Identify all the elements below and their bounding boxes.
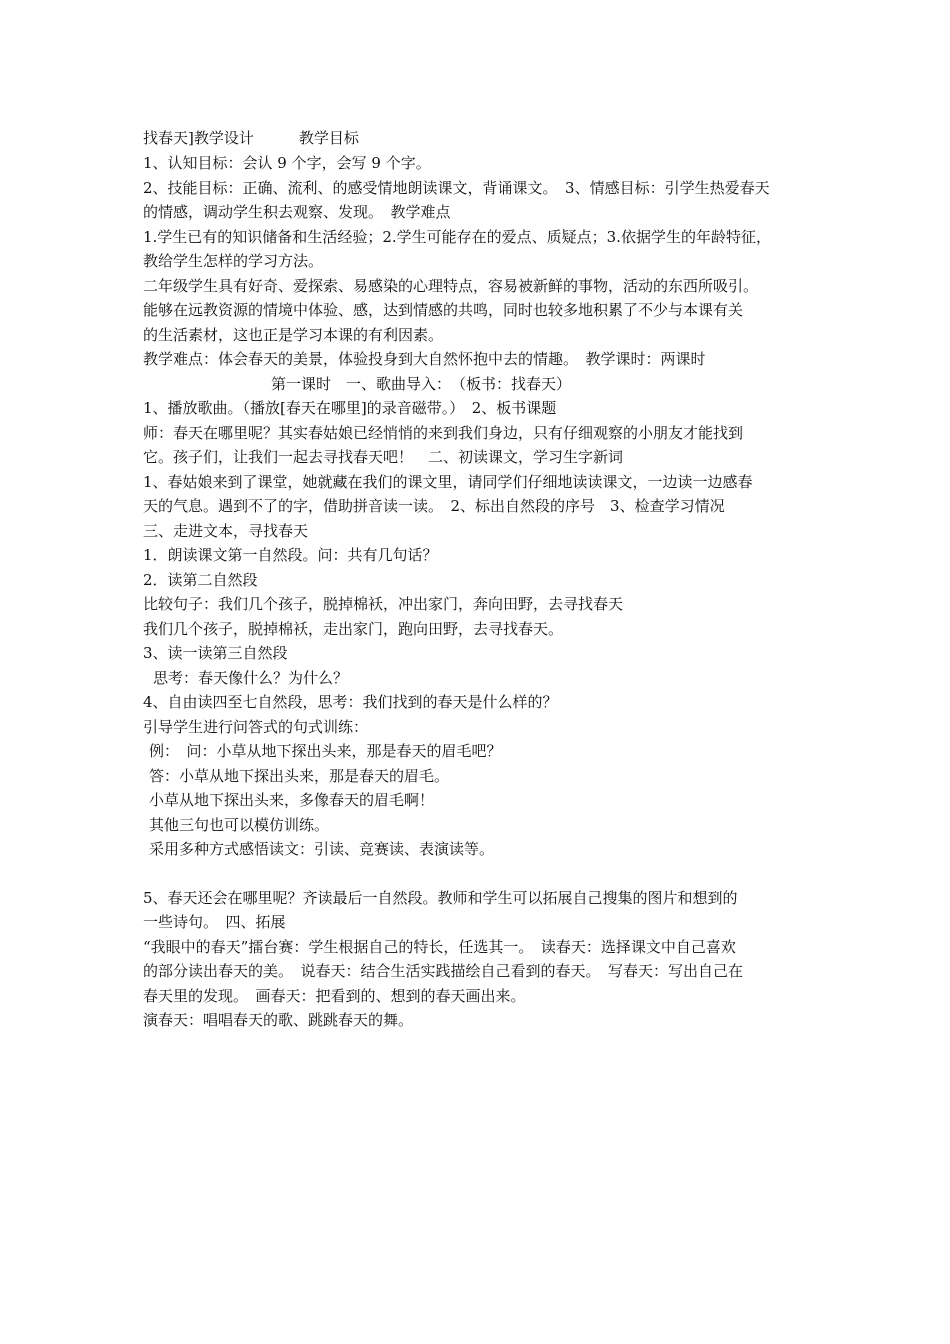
difficulty-points-cont: 教给学生怎样的学习方法。 bbox=[143, 252, 324, 270]
first-reading-2: 天的气息。遇到不了的字，借助拼音读一读。 2、标出自然段的序号 3、检查学习情况 bbox=[143, 497, 725, 515]
item-last-paragraph-2: 一些诗句。 四、拓展 bbox=[143, 913, 286, 931]
goal-emotion-cont: 的情感，调动学生积去观察、发现。 教学难点 bbox=[143, 203, 451, 221]
example-exclaim: 小草从地下探出头来，多像春天的眉毛啊！ bbox=[149, 791, 435, 809]
extension-perform: 演春天：唱唱春天的歌、跳跳春天的舞。 bbox=[143, 1011, 414, 1029]
item-last-paragraph: 5、春天还会在哪里呢？齐读最后一自然段。教师和学生可以拓展自己搜集的图片和想到的 bbox=[143, 889, 738, 907]
guide-qa-training: 引导学生进行问答式的句式训练： bbox=[143, 718, 369, 736]
item-read-para-three: 3、读一读第三自然段 bbox=[143, 644, 288, 662]
item-read-para-one: 1．朗读课文第一自然段。问：共有几句话？ bbox=[143, 546, 438, 564]
goal-skill: 2、技能目标：正确、流利、的感受情地朗读课文，背诵课文。 3、情感目标：引学生热爱春天 bbox=[143, 179, 770, 197]
item-read-para-four-seven: 4、自由读四至七自然段，思考：我们找到的春天是什么样的？ bbox=[143, 693, 558, 711]
difficulty-points: 1.学生已有的知识储备和生活经验；2.学生可能存在的爱点、质疑点；3.依据学生的年龄特征， bbox=[143, 228, 771, 246]
extension-contest-3: 春天里的发现。 画春天：把看到的、想到的春天画出来。 bbox=[143, 987, 526, 1005]
extension-contest-2: 的部分读出春天的美。 说春天：结合生活实践描绘自己看到的春天。 写春天：写出自己在 bbox=[143, 962, 744, 980]
goal-cognitive: 1、认知目标：会认 9 个字，会写 9 个字。 bbox=[143, 154, 431, 172]
example-question: 例： 问：小草从地下探出头来，那是春天的眉毛吧？ bbox=[149, 742, 502, 760]
compare-sentence-b: 我们几个孩子，脱掉棉袄，走出家门，跑向田野，去寻找春天。 bbox=[143, 620, 564, 638]
example-answer: 答：小草从地下探出头来，那是春天的眉毛。 bbox=[149, 767, 450, 785]
item-read-para-two: 2．读第二自然段 bbox=[143, 571, 258, 589]
teacher-speech-2: 它。孩子们，让我们一起去寻找春天吧！ 二、初读课文，学习生字新词 bbox=[143, 448, 624, 466]
lesson-one-heading: 第一课时 一、歌曲导入： （板书：找春天） bbox=[271, 375, 572, 393]
section-three-heading: 三、走进文本，寻找春天 bbox=[143, 522, 309, 540]
teacher-speech: 师：春天在哪里呢？其实春姑娘已经悄悄的来到我们身边，只有仔细观察的小朋友才能找到 bbox=[143, 424, 744, 442]
student-analysis: 二年级学生具有好奇、爱探索、易感染的心理特点，容易被新鲜的事物，活动的东西所吸引。 bbox=[143, 277, 759, 295]
reading-methods: 采用多种方式感悟读文：引读、竞赛读、表演读等。 bbox=[149, 840, 495, 858]
student-analysis-2: 能够在远教资源的情境中体验、感，达到情感的共鸣，同时也较多地积累了不少与本课有关 bbox=[143, 301, 744, 319]
doc-title-line: 找春天]教学设计 教学目标 bbox=[143, 129, 359, 147]
extension-contest: “我眼中的春天”擂台赛：学生根据自己的特长，任选其一。 读春天：选择课文中自己喜欢 bbox=[143, 938, 736, 956]
teaching-difficulty: 教学难点：体会春天的美景，体验投身到大自然怀抱中去的情趣。 教学课时：两课时 bbox=[143, 350, 706, 368]
think-question: 思考：春天像什么？为什么？ bbox=[153, 669, 349, 687]
step-play-song: 1、播放歌曲。（播放[春天在哪里]的录音磁带。） 2、板书课题 bbox=[143, 399, 557, 417]
student-analysis-3: 的生活素材，这也正是学习本课的有利因素。 bbox=[143, 326, 444, 344]
imitate-training: 其他三句也可以模仿训练。 bbox=[149, 816, 330, 834]
first-reading: 1、春姑娘来到了课堂，她就藏在我们的课文里，请同学们仔细地读读课文，一边读一边感春 bbox=[143, 473, 753, 491]
compare-sentence-a: 比较句子：我们几个孩子，脱掉棉袄，冲出家门，奔向田野，去寻找春天 bbox=[143, 595, 624, 613]
